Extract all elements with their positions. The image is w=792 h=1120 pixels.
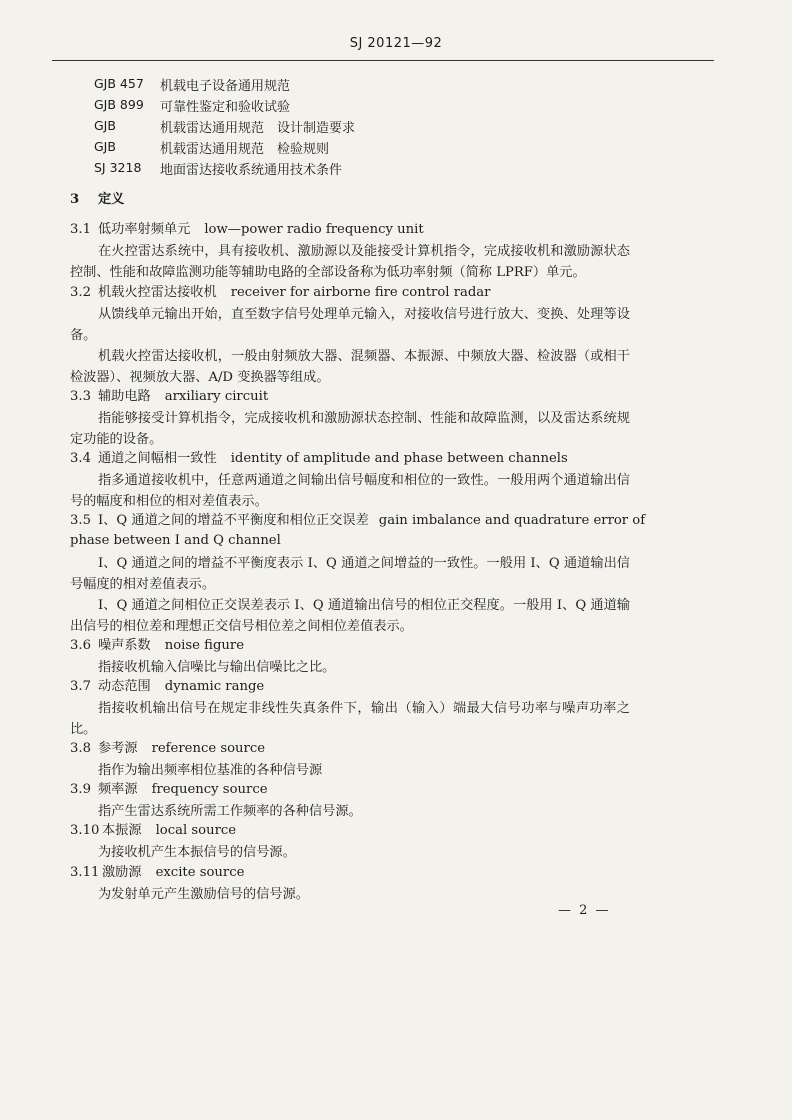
term-cn: 低功率射频单元 bbox=[98, 222, 191, 237]
definition-heading bbox=[70, 221, 424, 239]
term-en: reference source bbox=[151, 741, 266, 756]
definition-body: I、Q 通道之间的增益不平衡度表示 I、Q 通道之间增益的一致性。一般用 I、Q 通道输出信号幅度的相对差值表示。 bbox=[70, 556, 630, 592]
term-cn: 动态范围 bbox=[98, 679, 151, 694]
term-cn: 噪声系数 bbox=[98, 638, 151, 653]
definition-number: 3.1 bbox=[70, 222, 91, 237]
definition-number: 3.9 bbox=[70, 782, 91, 797]
term-cn: 本振源 bbox=[102, 823, 142, 838]
definition-body: 指接收机输入信噪比与输出信噪比之比。 bbox=[98, 660, 336, 675]
definition-heading bbox=[70, 388, 268, 406]
definition-heading bbox=[70, 781, 268, 799]
term-cn: 辅助电路 bbox=[98, 389, 151, 404]
term-cn: 机载火控雷达接收机 bbox=[98, 285, 217, 300]
definition-body: 机载火控雷达接收机，一般由射频放大器、混频器、本振源、中频放大器、检波器（或相干检波器）、视频放大器、A/D 变换器等组成。 bbox=[70, 349, 630, 385]
term-cn: 频率源 bbox=[98, 782, 138, 797]
term-cn: 通道之间幅相一致性 bbox=[98, 451, 217, 466]
term-en: identity of amplitude and phase between channels bbox=[230, 451, 568, 466]
document-header: SJ 20121—92 bbox=[349, 36, 443, 51]
section-number: 3 bbox=[70, 192, 80, 207]
definition-heading bbox=[70, 637, 244, 655]
definition-body: 为发射单元产生激励信号的信号源。 bbox=[98, 887, 309, 902]
definition-heading bbox=[70, 678, 264, 696]
reference-code: SJ 3218 bbox=[94, 160, 142, 175]
page-number: — 2 — bbox=[558, 903, 611, 918]
definition-body: 指产生雷达系统所需工作频率的各种信号源。 bbox=[98, 804, 362, 819]
reference-code: GJB 899 bbox=[94, 97, 144, 112]
definition-number: 3.11 bbox=[70, 865, 100, 880]
definition-body: 指多通道接收机中，任意两通道之间输出信号幅度和相位的一致性。一般用两个通道输出信号的幅度和相位的相对差值表示。 bbox=[70, 473, 630, 509]
term-en-continued: phase between I and Q channel bbox=[70, 533, 281, 548]
term-cn: 激励源 bbox=[102, 865, 142, 880]
header-rule bbox=[52, 60, 714, 61]
term-en: low—power radio frequency unit bbox=[204, 222, 424, 237]
term-en: local source bbox=[155, 823, 237, 838]
reference-title: 可靠性鉴定和验收试验 bbox=[160, 100, 291, 115]
term-en: frequency source bbox=[151, 782, 268, 797]
term-en: receiver for airborne fire control radar bbox=[230, 285, 491, 300]
definition-heading bbox=[70, 740, 265, 758]
definition-body: 从馈线单元输出开始，直至数字信号处理单元输入，对接收信号进行放大、变换、处理等设备。 bbox=[70, 307, 630, 343]
definition-heading bbox=[70, 284, 490, 302]
definition-body: 为接收机产生本振信号的信号源。 bbox=[98, 845, 296, 860]
reference-code: GJB bbox=[94, 139, 116, 154]
definition-heading bbox=[70, 450, 568, 468]
definition-heading bbox=[70, 864, 244, 882]
term-cn: 参考源 bbox=[98, 741, 138, 756]
reference-code: GJB bbox=[94, 118, 116, 133]
definition-number: 3.5 bbox=[70, 513, 91, 528]
definition-number: 3.8 bbox=[70, 741, 91, 756]
reference-title: 机载雷达通用规范 检验规则 bbox=[160, 142, 330, 157]
term-en: gain imbalance and quadrature error of bbox=[378, 513, 646, 528]
term-cn: I、Q 通道之间的增益不平衡度和相位正交误差 bbox=[98, 513, 369, 528]
definition-number: 3.7 bbox=[70, 679, 91, 694]
definition-body: 指接收机输出信号在规定非线性失真条件下，输出（输入）端最大信号功率与噪声功率之比。 bbox=[70, 701, 630, 737]
definition-heading bbox=[70, 822, 236, 840]
definition-body: I、Q 通道之间相位正交误差表示 I、Q 通道输出信号的相位正交程度。一般用 I、Q 通道输出信号的相位差和理想正交信号相位差之间相位差值表示。 bbox=[70, 598, 630, 634]
reference-title: 地面雷达接收系统通用技术条件 bbox=[160, 163, 343, 178]
definition-number: 3.6 bbox=[70, 638, 91, 653]
term-en: arxiliary circuit bbox=[164, 389, 269, 404]
term-en: excite source bbox=[155, 865, 245, 880]
section-title: 定义 bbox=[98, 192, 125, 207]
definition-number: 3.4 bbox=[70, 451, 91, 466]
reference-title: 机载雷达通用规范 设计制造要求 bbox=[160, 121, 356, 136]
section-heading bbox=[70, 191, 124, 209]
definition-body: 指作为输出频率相位基准的各种信号源 bbox=[98, 763, 323, 778]
definition-number: 3.10 bbox=[70, 823, 100, 838]
reference-code: GJB 457 bbox=[94, 76, 144, 91]
term-en: noise figure bbox=[164, 638, 245, 653]
term-en: dynamic range bbox=[164, 679, 265, 694]
definition-heading bbox=[70, 512, 645, 530]
definition-number: 3.2 bbox=[70, 285, 91, 300]
definition-body: 在火控雷达系统中，具有接收机、激励源以及能接受计算机指令，完成接收机和激励源状态控制、性能和故障监测功能等辅助电路的全部设备称为低功率射频（简称 LPRF）单元。 bbox=[70, 244, 630, 280]
definition-number: 3.3 bbox=[70, 389, 91, 404]
definition-body: 指能够接受计算机指令，完成接收机和激励源状态控制、性能和故障监测，以及雷达系统规定功能的设备。 bbox=[70, 411, 630, 447]
reference-title: 机载电子设备通用规范 bbox=[160, 79, 291, 94]
